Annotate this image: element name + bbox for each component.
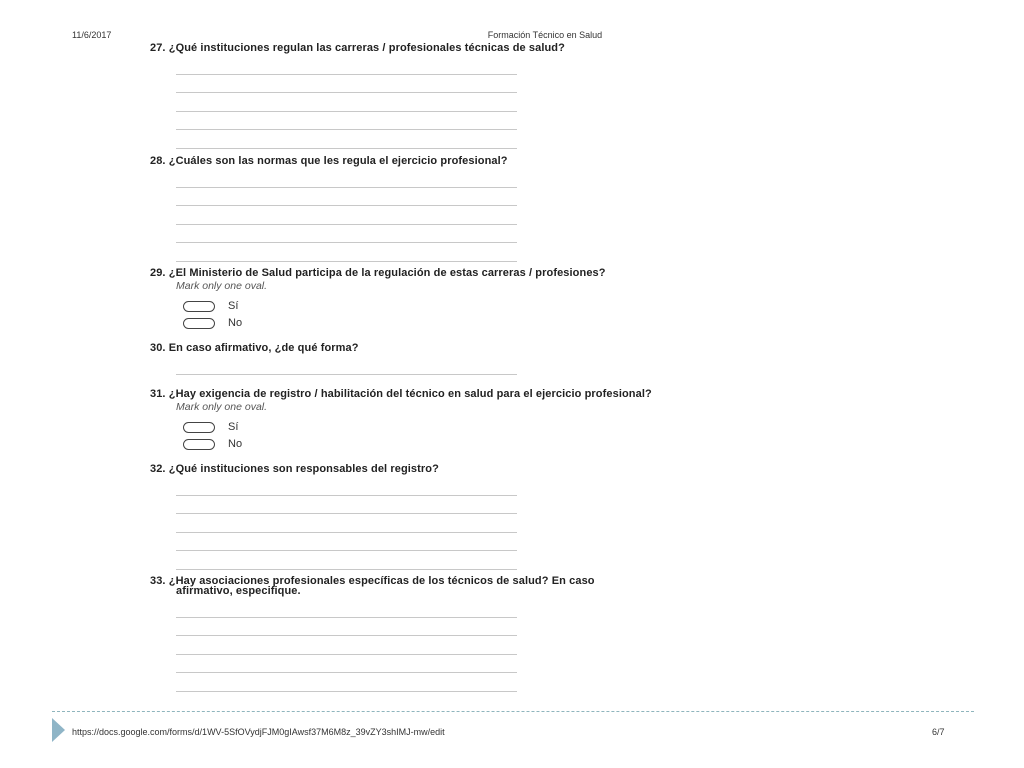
answer-line: [176, 477, 517, 496]
answer-line: [176, 188, 517, 207]
answer-line: [176, 130, 517, 149]
question-29-title: 29. ¿El Ministerio de Salud participa de la regulación de estas carreras / profesiones?: [150, 267, 606, 279]
answer-line: [176, 225, 517, 244]
question-28-title: 28. ¿Cuáles son las normas que les regula el ejercicio profesional?: [150, 155, 508, 167]
oval-radio[interactable]: [183, 422, 215, 433]
header-date: 11/6/2017: [72, 30, 112, 40]
footer-url: https://docs.google.com/forms/d/1WV-5SfOVydjFJM0gIAwsf37M6M8z_39vZY3shIMJ-mw/edit: [72, 727, 445, 737]
answer-line: [176, 673, 517, 692]
answer-area-27[interactable]: [176, 56, 517, 149]
answer-line: [176, 496, 517, 515]
answer-line: [176, 243, 517, 262]
question-27-title: 27. ¿Qué instituciones regulan las carreras / profesionales técnicas de salud?: [150, 42, 565, 54]
header-title: Formación Técnico en Salud: [487, 30, 603, 40]
question-31-title: 31. ¿Hay exigencia de registro / habilitación del técnico en salud para el ejercicio profesional?: [150, 388, 652, 400]
option-label: Sí: [228, 300, 239, 312]
answer-line: [176, 93, 517, 112]
option-no[interactable]: [183, 436, 910, 452]
question-32: [150, 464, 910, 570]
answer-area-28[interactable]: [176, 169, 517, 262]
question-27: [150, 43, 910, 149]
option-no[interactable]: [183, 315, 910, 331]
answer-line: [176, 655, 517, 674]
footer-separator: [52, 711, 974, 712]
question-33-title-line-1: 33. ¿Hay asociaciones profesionales específicas de los técnicos de salud? En caso: [150, 575, 595, 587]
oval-radio[interactable]: [183, 318, 215, 329]
option-si[interactable]: [183, 298, 910, 314]
answer-line: [176, 169, 517, 188]
answer-line: [176, 206, 517, 225]
answer-line: [176, 618, 517, 637]
option-label: No: [228, 438, 243, 450]
question-28: [150, 156, 910, 262]
oval-radio[interactable]: [183, 301, 215, 312]
question-33: [150, 576, 910, 692]
answer-line: [176, 56, 517, 75]
answer-line: [176, 514, 517, 533]
answer-line: [176, 75, 517, 94]
question-32-title: 32. ¿Qué instituciones son responsables del registro?: [150, 463, 439, 475]
question-33-title-line-2: afirmativo, especifique.: [176, 585, 301, 597]
option-si[interactable]: [183, 419, 910, 435]
oval-radio[interactable]: [183, 439, 215, 450]
answer-line: [176, 599, 517, 618]
answer-line: [176, 636, 517, 655]
question-31-instruction: Mark only one oval.: [176, 401, 268, 413]
option-label: No: [228, 317, 243, 329]
question-29-instruction: Mark only one oval.: [176, 280, 268, 292]
answer-line: [176, 112, 517, 131]
answer-line: [176, 551, 517, 570]
answer-area-32[interactable]: [176, 477, 517, 570]
page-number: 6/7: [932, 727, 945, 737]
question-31: [150, 389, 910, 453]
answer-line: [176, 533, 517, 552]
option-label: Sí: [228, 421, 239, 433]
question-31-options: [183, 419, 910, 452]
question-29: [150, 268, 910, 332]
answer-area-33[interactable]: [176, 599, 517, 692]
question-29-options: [183, 298, 910, 331]
play-arrow-icon[interactable]: [52, 718, 65, 742]
answer-area-30[interactable]: [176, 356, 517, 375]
answer-line: [176, 356, 517, 375]
question-30-title: 30. En caso afirmativo, ¿de qué forma?: [150, 342, 359, 354]
question-30: [150, 343, 910, 375]
